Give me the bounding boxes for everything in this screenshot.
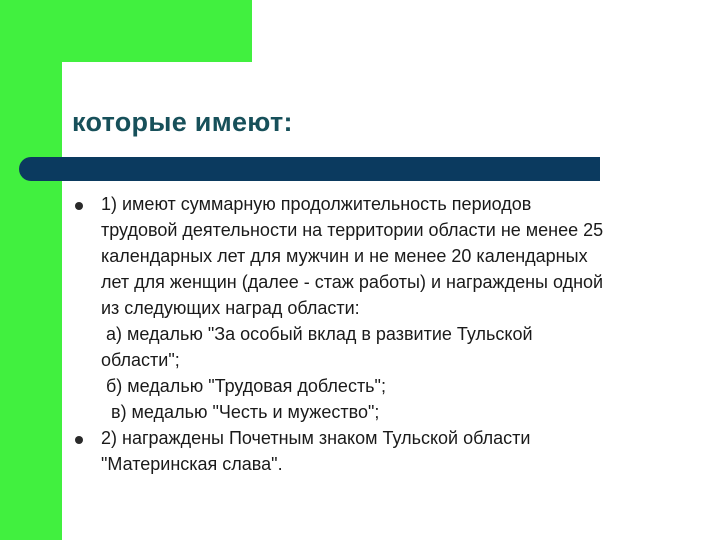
slide-title: которые имеют:	[72, 107, 293, 137]
bullet-dot	[75, 436, 83, 444]
bullet-line: трудовой деятельности на территории области не менее 25	[101, 220, 604, 240]
bullet-item-1	[101, 191, 691, 425]
bullet-line: "Материнская слава".	[101, 454, 283, 474]
bullet-item-2	[101, 425, 691, 477]
bullet-line: а) медалью "За особый вклад в развитие Тульской	[101, 324, 533, 344]
title-underline-bar	[19, 157, 600, 181]
bullet-line: календарных лет для мужчин и не менее 20 календарных	[101, 246, 588, 266]
bullet-line: области";	[101, 350, 180, 370]
bullet-line: 1) имеют суммарную продолжительность периодов	[101, 194, 532, 214]
bullet-line: б) медалью "Трудовая доблесть";	[101, 376, 386, 396]
bullet-line: в) медалью "Честь и мужество";	[101, 402, 380, 422]
bullet-line: 2) награждены Почетным знаком Тульской области	[101, 428, 531, 448]
bullet-line: из следующих наград области:	[101, 298, 360, 318]
bullet-dot	[75, 202, 83, 210]
bullet-line: лет для женщин (далее - стаж работы) и награждены одной	[101, 272, 604, 292]
green-side-bar	[0, 0, 62, 540]
